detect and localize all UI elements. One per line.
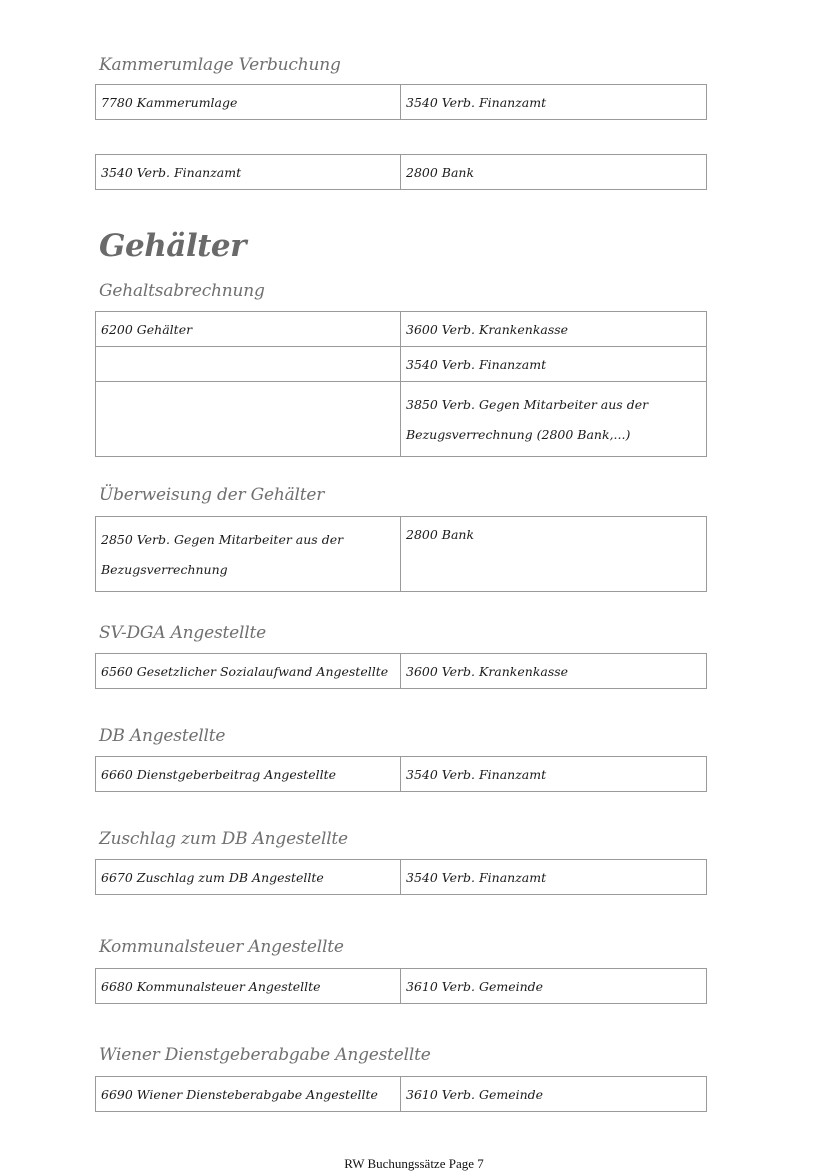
booking-table-svdga [95, 653, 707, 689]
section-heading-kammerumlage: Kammerumlage Verbuchung [99, 55, 341, 75]
section-heading-zuschlag: Zuschlag zum DB Angestellte [99, 829, 348, 849]
table-row [96, 312, 707, 347]
booking-table-kommunal [95, 968, 707, 1004]
debit-cell: 6680 Kommunalsteuer Angestellte [96, 969, 401, 1004]
table-row [96, 382, 707, 457]
credit-cell: 2800 Bank [401, 155, 707, 190]
debit-cell: 6690 Wiener Diensteberabgabe Angestellte [96, 1077, 401, 1112]
debit-cell: 7780 Kammerumlage [96, 85, 401, 120]
credit-cell: 3540 Verb. Finanzamt [401, 860, 707, 895]
credit-cell: 3540 Verb. Finanzamt [401, 347, 707, 382]
credit-cell: 3600 Verb. Krankenkasse [401, 312, 707, 347]
debit-cell: 6670 Zuschlag zum DB Angestellte [96, 860, 401, 895]
booking-table-wiener [95, 1076, 707, 1112]
debit-cell [96, 347, 401, 382]
debit-cell: 6200 Gehälter [96, 312, 401, 347]
debit-cell [96, 382, 401, 457]
credit-cell: 3540 Verb. Finanzamt [401, 757, 707, 792]
table-row [96, 969, 707, 1004]
credit-cell: 3600 Verb. Krankenkasse [401, 654, 707, 689]
booking-table-ueberweisung [95, 516, 707, 592]
section-heading-ueberweisung: Überweisung der Gehälter [99, 485, 325, 505]
section-heading-kommunal: Kommunalsteuer Angestellte [99, 937, 344, 957]
debit-cell: 6560 Gesetzlicher Sozialaufwand Angestellte [96, 654, 401, 689]
credit-cell: 3850 Verb. Gegen Mitarbeiter aus der Bezugsverrechnung (2800 Bank,...) [401, 382, 707, 457]
section-heading-gehaltsabrechnung: Gehaltsabrechnung [99, 281, 265, 301]
booking-table-kammerumlage-payment [95, 154, 707, 190]
credit-cell: 3610 Verb. Gemeinde [401, 1077, 707, 1112]
credit-cell: 2800 Bank [401, 517, 707, 592]
table-row [96, 517, 707, 592]
booking-table-zuschlag [95, 859, 707, 895]
section-heading-wiener: Wiener Dienstgeberabgabe Angestellte [99, 1045, 431, 1065]
chapter-heading-gehaelter: Gehälter [99, 228, 246, 264]
section-heading-db: DB Angestellte [99, 726, 226, 746]
credit-cell: 3610 Verb. Gemeinde [401, 969, 707, 1004]
page-footer: RW Buchungssätze Page 7 [344, 1156, 484, 1171]
debit-cell: 2850 Verb. Gegen Mitarbeiter aus der Bezugsverrechnung [96, 517, 401, 592]
table-row [96, 155, 707, 190]
debit-cell: 3540 Verb. Finanzamt [96, 155, 401, 190]
table-row [96, 757, 707, 792]
table-row [96, 347, 707, 382]
table-row [96, 85, 707, 120]
table-row [96, 860, 707, 895]
table-row [96, 1077, 707, 1112]
section-heading-svdga: SV-DGA Angestellte [99, 623, 266, 643]
booking-table-kammerumlage [95, 84, 707, 120]
booking-table-gehaltsabrechnung [95, 311, 707, 457]
booking-table-db [95, 756, 707, 792]
table-row [96, 654, 707, 689]
debit-cell: 6660 Dienstgeberbeitrag Angestellte [96, 757, 401, 792]
credit-cell: 3540 Verb. Finanzamt [401, 85, 707, 120]
